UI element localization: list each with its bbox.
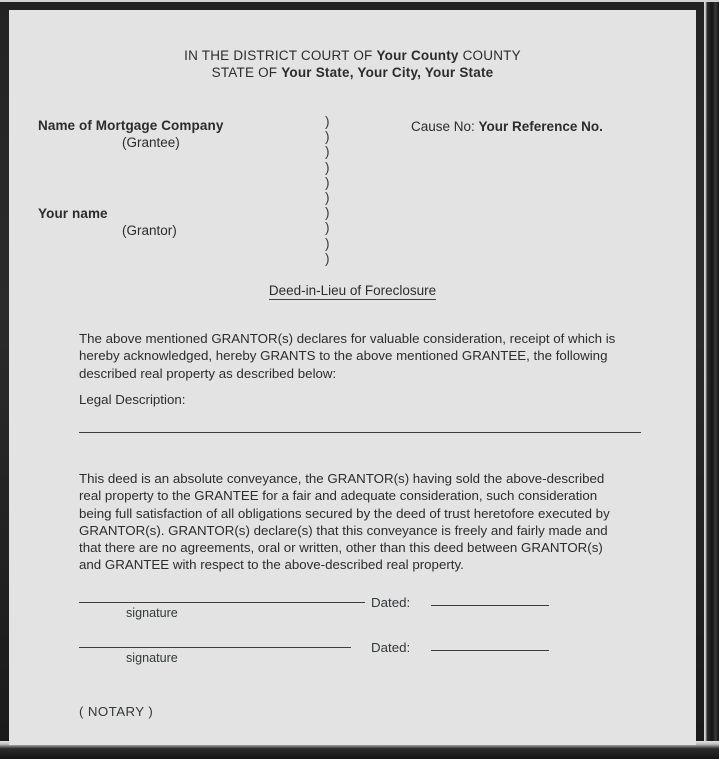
legal-description-blank-rule: [79, 432, 641, 433]
court-line1-prefix: IN THE DISTRICT COURT OF: [184, 48, 377, 63]
cause-number-label: Cause No:: [411, 119, 479, 134]
dated-blank-rule-2: [431, 650, 549, 651]
caption-paren: ): [325, 114, 330, 129]
caption-paren: ): [325, 220, 330, 236]
signature-line-2: [79, 647, 351, 648]
cause-number-value: Your Reference No.: [478, 119, 603, 134]
caption-paren: ): [325, 235, 330, 251]
court-line2-state: Your State, Your City, Your State: [281, 65, 494, 80]
frame-right-edge: [704, 2, 719, 759]
grantor-name: Your name: [38, 206, 108, 221]
grantee-role-label: (Grantee): [122, 135, 180, 150]
signature-label-2: signature: [126, 651, 178, 665]
court-header-line-1: [9, 47, 696, 64]
caption-paren: ): [325, 250, 330, 266]
court-line1-county: Your County: [376, 48, 459, 63]
caption-paren-column: [325, 114, 330, 266]
dated-label-1: Dated:: [371, 595, 411, 610]
court-line2-prefix: STATE OF: [211, 65, 282, 80]
caption-paren: ): [325, 159, 330, 175]
dated-label-2: Dated:: [371, 640, 411, 655]
court-line1-suffix: COUNTY: [458, 48, 521, 63]
document-title-text: Deed-in-Lieu of Foreclosure: [268, 283, 437, 298]
court-header: [9, 47, 696, 81]
body-paragraph-1: The above mentioned GRANTOR(s) declares for valuable consideration, receipt of which is hereby acknowledged, hereby GRANTS to the above mentioned GRANTEE, the following described real property as described below:: [79, 331, 616, 381]
grantee-name: Name of Mortgage Company: [38, 118, 224, 133]
grantor-role-label: (Grantor): [122, 223, 177, 238]
notary-label: ( NOTARY ): [79, 704, 154, 719]
caption-paren: ): [325, 205, 330, 221]
court-header-line-2: [9, 64, 696, 81]
signature-label-1: signature: [126, 606, 178, 620]
caption-block: [9, 111, 696, 266]
body-paragraph-2: This deed is an absolute conveyance, the GRANTOR(s) having sold the above-described real property to the GRANTEE for a fair and adequate consideration, such consideration being full satisfaction of all obligations secured by the deed of trust heretofore executed by GRANTOR(s). GRANTOR(s) declare(s) that this conveyance is freely and fairly made and that there are no agreements, oral or written, other than this deed between GRANTOR(s) and GRANTEE with respect to the above-described real property.: [79, 471, 610, 573]
signature-line-1: [79, 602, 365, 603]
document-page: [9, 10, 696, 745]
dated-blank-rule-1: [431, 605, 549, 606]
caption-paren: ): [325, 144, 330, 160]
caption-paren: ): [325, 190, 330, 206]
caption-paren: ): [325, 174, 330, 190]
legal-description-label: Legal Description:: [79, 392, 186, 407]
document-title: [9, 283, 696, 298]
caption-paren: ): [325, 129, 330, 145]
cause-number: [411, 119, 603, 134]
